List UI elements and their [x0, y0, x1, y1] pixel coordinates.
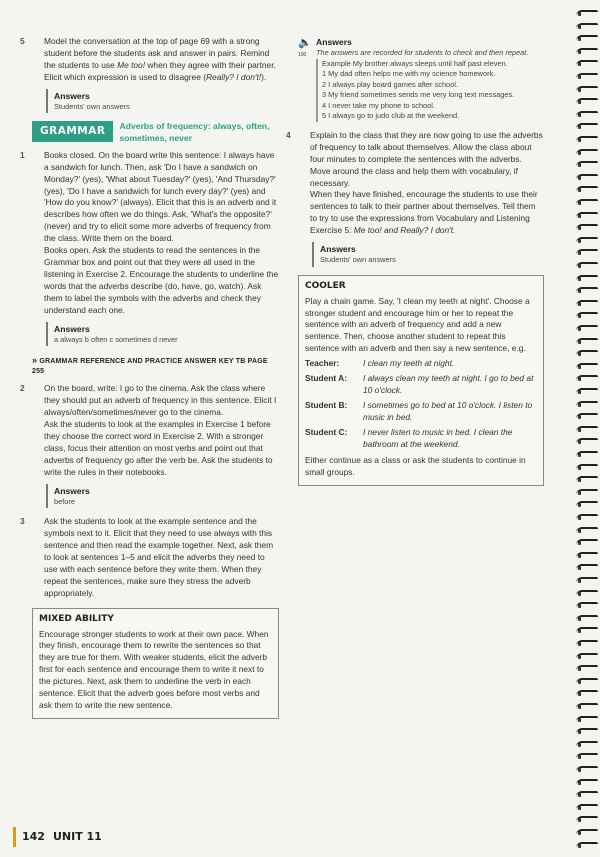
spiral-coil [576, 98, 598, 107]
spiral-coil [576, 262, 598, 271]
answers-5: Answers Students' own answers [46, 89, 279, 114]
item-number: 5 [20, 36, 25, 46]
list-item: 3 My friend sometimes sends me very long text messages. [322, 90, 515, 100]
spiral-coil [576, 627, 598, 636]
spiral-coil [576, 640, 598, 649]
spiral-coil [576, 438, 598, 447]
spiral-coil [576, 653, 598, 662]
spiral-binding [574, 0, 600, 857]
spiral-coil [576, 514, 598, 523]
spiral-coil [576, 552, 598, 561]
spiral-coil [576, 501, 598, 510]
item-number: 1 [20, 149, 25, 160]
spiral-coil [576, 199, 598, 208]
spiral-coil [576, 123, 598, 132]
spiral-coil [576, 602, 598, 611]
list-item: 2 I always play board games after school. [322, 79, 458, 89]
left-column [20, 36, 279, 719]
spiral-coil [576, 728, 598, 737]
spiral-coil [576, 73, 598, 82]
spiral-coil [576, 678, 598, 687]
spiral-coil [576, 413, 598, 422]
spiral-coil [576, 136, 598, 145]
right-column [286, 36, 544, 486]
spiral-coil [576, 703, 598, 712]
spiral-coil [576, 375, 598, 384]
item-number: 3 [20, 516, 25, 527]
item-number: 2 [20, 383, 25, 394]
spiral-coil [576, 665, 598, 674]
answers-2: Answers before [46, 484, 279, 509]
spiral-coil [576, 716, 598, 725]
spiral-coil [576, 174, 598, 183]
instruction-1-para-2: Books open. Ask the students to read the sentences in the Grammar box and point out that they were all used in the listening in Exercise 2. Encourage the students to underline the words that the adverbs describe (do, have, go, watch). Ask them to label the symbols with the adverbs and check they understand each one. [44, 245, 279, 315]
spiral-coil [576, 690, 598, 699]
spiral-coil [576, 363, 598, 372]
grammar-tag: GRAMMAR [32, 121, 113, 142]
page-number: 142 [22, 830, 45, 844]
instruction-4-para-2: When they have finished, encourage the students to use their sentences to talk to their partner about themselves. Tell them to try to use the expressions from Vocabulary and Listening Exercise 5: Me too! and Really? I don't. [310, 189, 538, 236]
grammar-title: Adverbs of frequency: always, often, sometimes, never [119, 121, 270, 143]
spiral-coil [576, 60, 598, 69]
spiral-coil [576, 186, 598, 195]
spiral-coil [576, 48, 598, 57]
instruction-5: 5 Model the conversation at the top of page 69 with a strong student before the students ask and answer in pairs. Remind the students to use Me too! when they agree with their partner. Elicit which expression is used to disagree (Really? I don't!). [20, 36, 276, 82]
spiral-coil [576, 804, 598, 813]
spiral-coil [576, 388, 598, 397]
spiral-coil [576, 287, 598, 296]
spiral-coil [576, 766, 598, 775]
spiral-coil [576, 161, 598, 170]
spiral-coil [576, 23, 598, 32]
spiral-coil [576, 338, 598, 347]
spiral-coil [576, 426, 598, 435]
answers-1: Answers a always b often c sometimes d never [46, 322, 279, 347]
spiral-coil [576, 779, 598, 788]
answers-4: Answers Students' own answers [312, 242, 544, 267]
instruction-1: 1 Books closed. On the board write this sentence: I always have a sandwich for lunch. Then, ask 'Do I have a sandwich on Monday?' (yes), 'What about Tuesday?' (yes), 'And Thursday?' (yes), 'Do I have a sandwich for lunch every day?' (yes) and 'How do you know?' (always). Elicit that this is an adverb and it describes how often we do things. Ask, 'What's the opposite?' (never) and try to elicit some more adverbs of frequency from the class. Write them on the board. [20, 149, 277, 244]
grammar-header [32, 121, 279, 143]
instruction-2-para-2: Ask the students to look at the examples in Exercise 1 before they choose the correct word in Exercise 2. With a stronger class, focus their attention on most verbs and point out that adverbs of frequency go after the verb be. Ask the students to write the rules in their notebooks. [44, 419, 273, 477]
list-item: 1 My dad often helps me with my science homework. [322, 69, 496, 79]
spiral-coil [576, 86, 598, 95]
audio-answer-list [316, 59, 544, 122]
spiral-coil [576, 753, 598, 762]
spiral-coil [576, 816, 598, 825]
spiral-coil [576, 111, 598, 120]
spiral-coil [576, 829, 598, 838]
grammar-reference-link[interactable]: » GRAMMAR REFERENCE AND PRACTICE ANSWER KEY TB PAGE 255 [32, 355, 268, 376]
mixed-ability-box: MIXED ABILITY Encourage stronger students to work at their own pace. When they finish, encourage them to rewrite the sentences so that they are true for them. With weaker students, elicit the adverb first for each sentence and encourage them to write it next to the pictures. Next, ask them to underline the verb in each sentence. Elicit that the adverb goes before most verbs and ask them to write the new sentence. [32, 608, 279, 719]
spiral-coil [576, 590, 598, 599]
spiral-coil [576, 564, 598, 573]
audio-answers: 🔈 100 Answers The answers are recorded for students to check and then repeat. Example My brother always sleeps until half past eleven. 1 My dad often helps me with my science homework. 2 I always play board games after school. 3 My friend sometimes sends me very long text messages. 4 I never take my phone to school. 5 I always go to judo club at the weekend. [298, 36, 544, 122]
spiral-coil [576, 35, 598, 44]
spiral-coil [576, 791, 598, 800]
spiral-coil [576, 464, 598, 473]
spiral-coil [576, 489, 598, 498]
spiral-coil [576, 300, 598, 309]
page-footer [13, 827, 102, 847]
spiral-coil [576, 224, 598, 233]
item-number: 4 [286, 129, 291, 140]
spiral-coil [576, 237, 598, 246]
spiral-coil [576, 312, 598, 321]
spiral-coil [576, 842, 598, 851]
speaker-icon[interactable]: 🔈 100 [298, 37, 312, 58]
spiral-coil [576, 10, 598, 19]
instruction-2: 2 On the board, write: I go to the cinema. Ask the class where they should put an adverb of frequency in this sentence. Elicit I always/often/sometimes/never go to the cinema. [20, 383, 277, 418]
spiral-coil [576, 615, 598, 624]
spiral-coil [576, 350, 598, 359]
spiral-coil [576, 149, 598, 158]
spiral-coil [576, 275, 598, 284]
double-chevron-icon: » [32, 355, 38, 366]
spiral-coil [576, 476, 598, 485]
spiral-coil [576, 249, 598, 258]
spiral-coil [576, 451, 598, 460]
unit-label: UNIT 11 [52, 830, 102, 844]
list-item: 5 I always go to judo club at the weekend. [322, 111, 460, 121]
instruction-3: 3 Ask the students to look at the example sentence and the symbols next to it. Elicit that they need to use always with this sentence and then read the example together. Next, ask them to look at sentences 1–5 and elicit the adverbs they need to use with each sentence before they write them. When they repeat the sentences, make sure they stress the adverb appropriately. [20, 516, 274, 598]
spiral-coil [576, 401, 598, 410]
spiral-coil [576, 741, 598, 750]
spiral-coil [576, 527, 598, 536]
list-item: 4 I never take my phone to school. [322, 100, 435, 110]
spiral-coil [576, 212, 598, 221]
dialogue: Teacher: I clean my teeth at night. Student A: I always clean my teeth at night. I go to bed at 10 o'clock. Student B: I sometimes go to bed at 10 o'clock. I listen to music in bed. Student C: I never listen to music in bed. I clean the bathroom at the weekend. [305, 358, 534, 449]
cooler-box: COOLER Play a chain game. Say, 'I clean my teeth at night'. Choose a stronger student and encourage him or her to repeat the sentence with an adverb of frequency and add a new sentence. Then, choose another student to repeat this sentence with an adverb and then say a new sentence, e.g. Teacher: I clean my teeth at night. Student A: I always clean my teeth at night. I go to bed at 10 o'clock. Student B: I sometimes go to bed at 10 o'clock. I listen to music in bed. Student C: I never listen to music in bed. I clean the bathroom at the weekend. Either continue as a class or ask the students to continue in small groups. [298, 275, 544, 486]
instruction-4: 4 Explain to the class that they are now going to use the adverbs of frequency to talk about themselves. Allow the class about four minutes to complete the sentences with the adverbs. Move around the class and help them with vocabulary, if necessary. [286, 129, 543, 188]
spiral-coil [576, 577, 598, 586]
spiral-coil [576, 325, 598, 334]
footer-accent-bar [13, 827, 16, 847]
list-item: Example My brother always sleeps until half past eleven. [322, 58, 508, 68]
spiral-coil [576, 539, 598, 548]
